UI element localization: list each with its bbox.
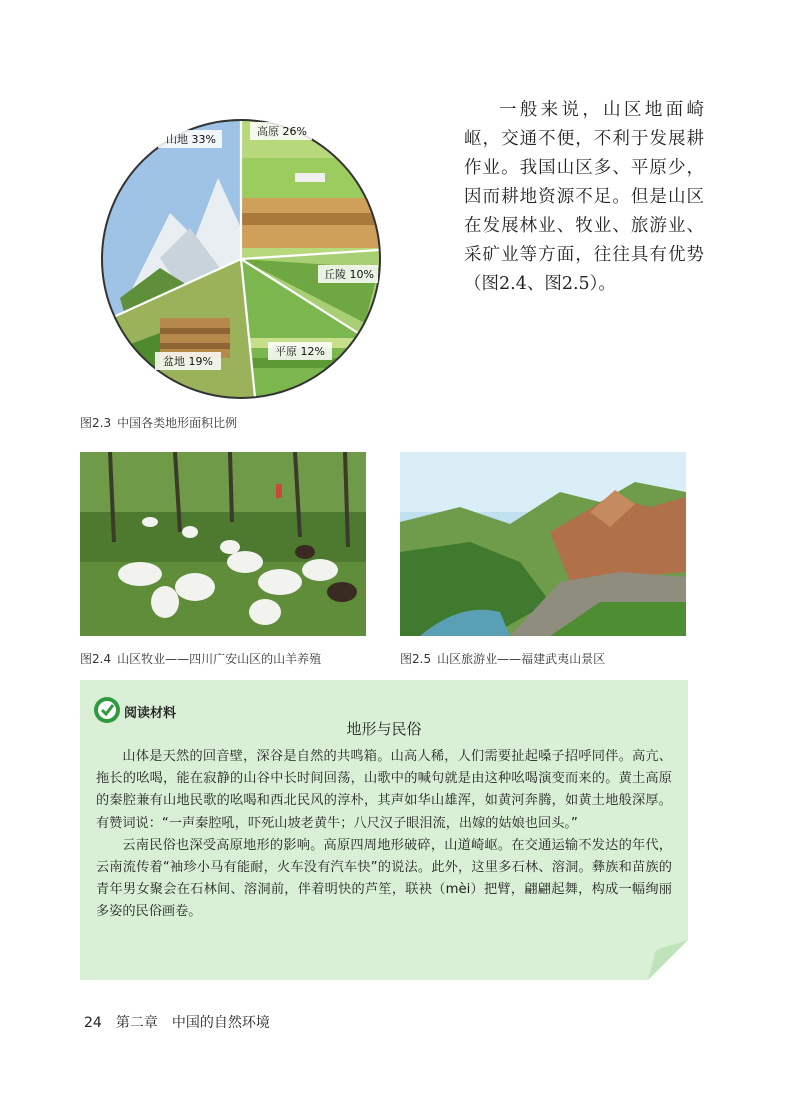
figure-2-3-text: 中国各类地形面积比例 <box>117 416 238 430</box>
reading-title: 地形与民俗 <box>346 720 422 738</box>
intro-text: 一般来说，山区地面崎岖，交通不便，不利于发展耕作业。我国山区多、平原少，因而耕地资源不足。但是山区在发展林业、牧业、旅游业、采矿业等方面，往往具有优势（图2.4、图2.5）。 <box>464 100 704 294</box>
chapter-label: 第二章 <box>115 1015 158 1031</box>
figure-2-4-text: 山区牧业——四川广安山区的山羊养殖 <box>117 652 322 666</box>
pie-label-hills: 丘陵 10% <box>324 268 374 281</box>
figure-2-5-caption <box>400 650 605 667</box>
page-footer <box>84 1012 284 1032</box>
figure-2-4-caption <box>80 650 321 667</box>
reading-material-label: 阅读材料 <box>124 706 177 721</box>
chapter-title: 中国的自然环境 <box>171 1015 270 1031</box>
pie-label-plateau: 高原 26% <box>257 125 307 138</box>
figure-2-3-number: 图2.3 <box>80 416 112 430</box>
figure-2-4-number: 图2.4 <box>80 652 112 666</box>
reading-body <box>96 746 672 924</box>
intro-paragraph <box>464 96 704 299</box>
figure-2-5-number: 图2.5 <box>400 652 432 666</box>
pie-svg <box>100 118 382 400</box>
page-curl-corner <box>648 940 688 980</box>
pie-label-basin: 盆地 19% <box>163 355 213 368</box>
page-number: 24 <box>84 1015 102 1031</box>
pie-label-plain: 平原 12% <box>275 345 325 358</box>
landform-pie-chart <box>100 118 382 400</box>
pie-label-mountain: 山地 33% <box>166 133 216 146</box>
goat-herding-photo <box>80 452 366 636</box>
figure-2-5-text: 山区旅游业——福建武夷山景区 <box>437 652 606 666</box>
reading-paragraph-2: 云南民俗也深受高原地形的影响。高原四周地形破碎，山道崎岖。在交通运输不发达的年代，云南流传着“袖珍小马有能耐，火车没有汽车快”的说法。此外，这里多石林、溶洞。彝族和苗族的青年男女聚会在石林间、溶洞前，伴着明快的芦笙，联袂（mèi）把臂，翩翩起舞，构成一幅绚丽多姿的民俗画卷。 <box>96 837 672 920</box>
reading-paragraph-1: 山体是天然的回音壁，深谷是自然的共鸣箱。山高人稀，人们需要扯起嗓子招呼同伴。高亢、拖长的吆喝，能在寂静的山谷中长时间回荡，山歌中的喊句就是由这种吆喝演变而来的。黄土高原的秦腔兼有山地民歌的吆喝和西北民风的淳朴，其声如华山雄浑，如黄河奔腾，如黄土地般深厚。有赞词说：“一声秦腔吼，吓死山坡老黄牛；八尺汉子眼泪流，出嫁的姑娘也回头。” <box>96 749 672 831</box>
figure-2-3-caption <box>80 414 237 431</box>
wuyi-mountain-photo <box>400 452 686 636</box>
